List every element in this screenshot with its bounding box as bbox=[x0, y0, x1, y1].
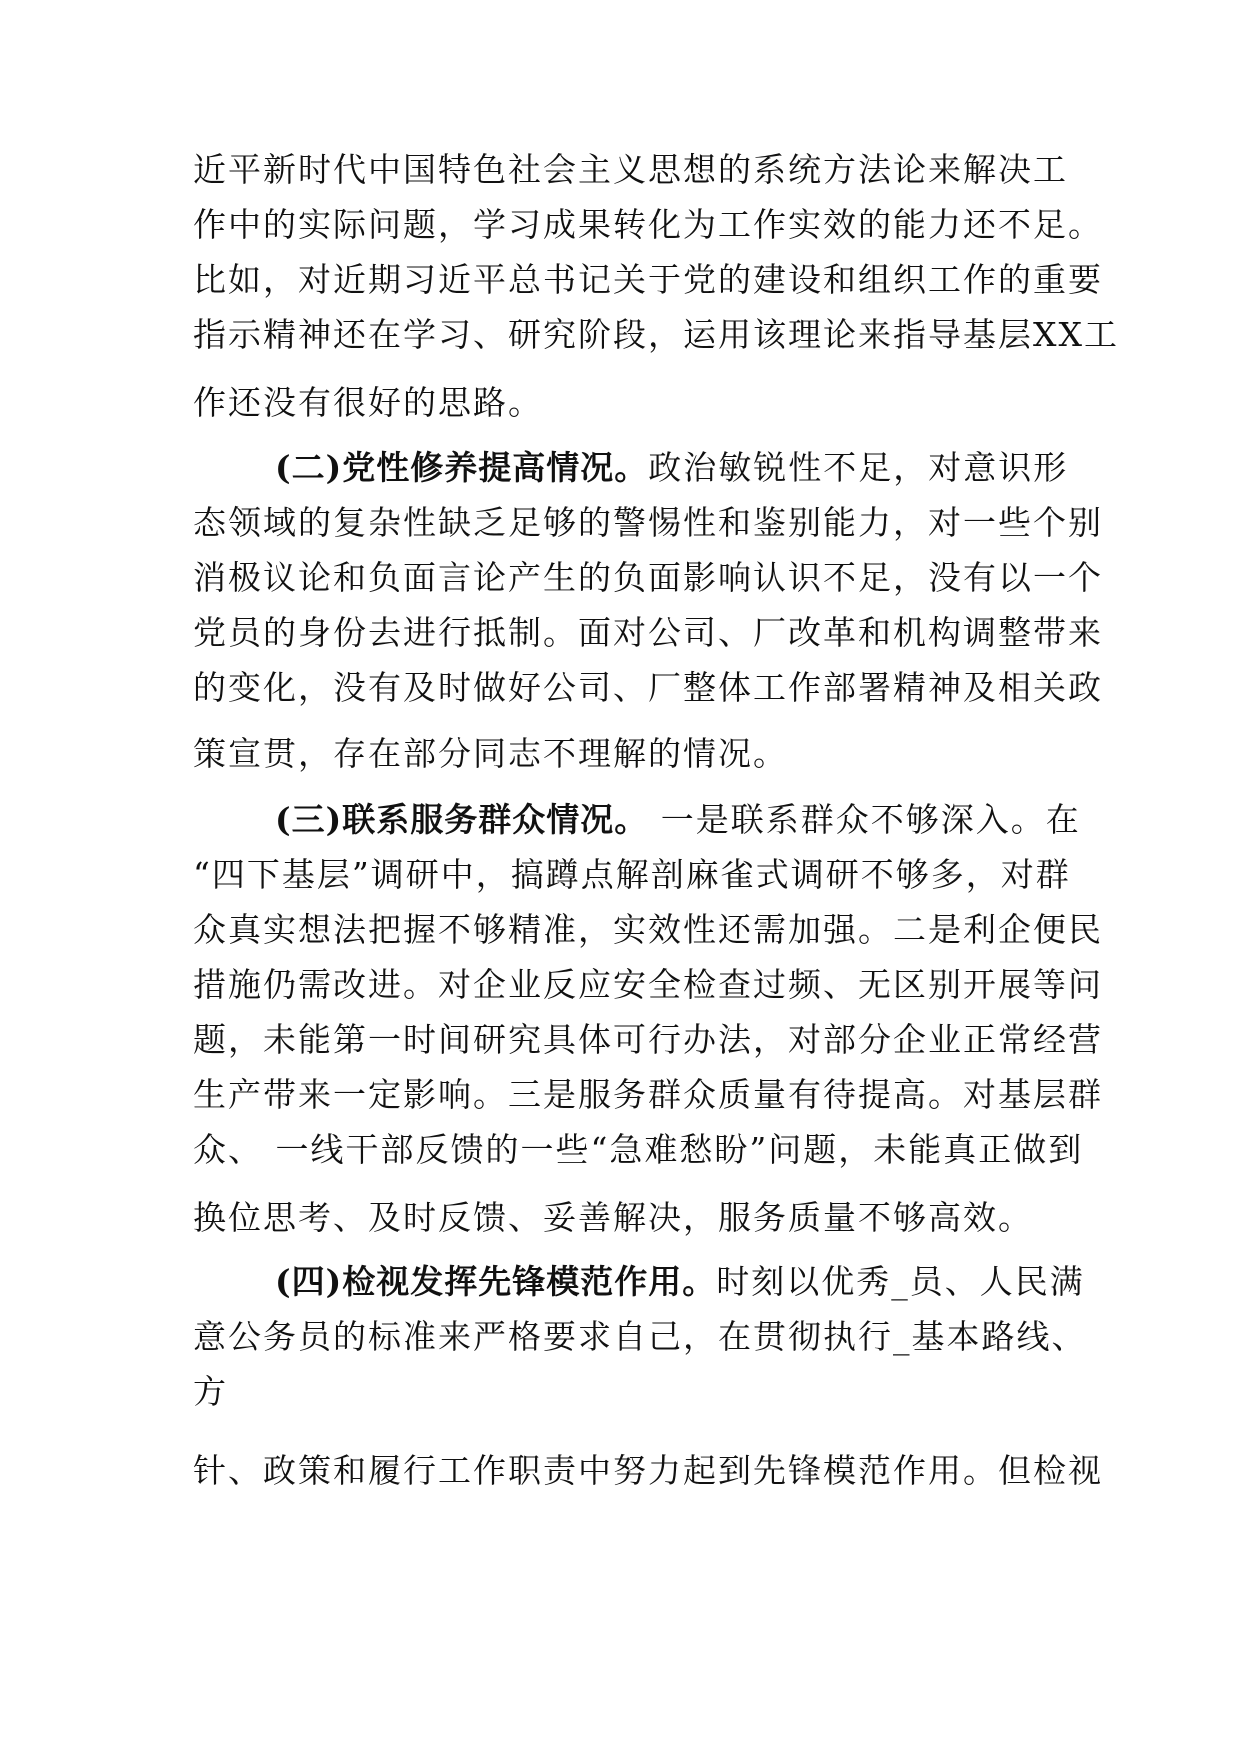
section-title: (二)党性修养提高情况。 bbox=[275, 448, 649, 487]
section-text: 一是联系群众不够深入。在 bbox=[648, 800, 1081, 839]
body-line: 指示精神还在学习、研究阶段，运用该理论来指导基层XX工 bbox=[193, 315, 1119, 354]
body-line: 作中的实际问题，学习成果转化为工作实效的能力还不足。 bbox=[193, 205, 1103, 244]
section-text: 时刻以优秀_员、人民满 bbox=[716, 1262, 1085, 1301]
body-line: 生产带来一定影响。三是服务群众质量有待提高。对基层群 bbox=[193, 1075, 1103, 1114]
body-line: 近平新时代中国特色社会主义思想的系统方法论来解决工 bbox=[193, 150, 1068, 189]
body-line: 意公务员的标准来严格要求自己，在贯彻执行_基本路线、 bbox=[193, 1317, 1087, 1356]
body-line: 策宣贯，存在部分同志不理解的情况。 bbox=[193, 734, 788, 773]
body-line: 方 bbox=[193, 1372, 228, 1411]
section-text: 政治敏锐性不足，对意识形 bbox=[648, 448, 1069, 487]
body-line: 的变化，没有及时做好公司、厂整体工作部署精神及相关政 bbox=[193, 668, 1103, 707]
section-heading-4 bbox=[275, 1262, 1085, 1302]
body-line: “四下基层”调研中，搞蹲点解剖麻雀式调研不够多，对群 bbox=[193, 855, 1071, 894]
body-line: 针、政策和履行工作职责中努力起到先锋模范作用。但检视 bbox=[193, 1451, 1103, 1490]
body-line: 措施仍需改进。对企业反应安全检查过频、无区别开展等问 bbox=[193, 965, 1103, 1004]
section-title: (三)联系服务群众情况。 bbox=[275, 800, 649, 839]
body-line: 态领域的复杂性缺乏足够的警惕性和鉴别能力，对一些个别 bbox=[193, 503, 1103, 542]
body-line: 党员的身份去进行抵制。面对公司、厂改革和机构调整带来 bbox=[193, 613, 1103, 652]
body-line: 换位思考、及时反馈、妥善解决，服务质量不够高效。 bbox=[193, 1198, 1033, 1237]
body-line: 消极议论和负面言论产生的负面影响认识不足，没有以一个 bbox=[193, 558, 1103, 597]
body-line: 众、 一线干部反馈的一些“急难愁盼”问题，未能真正做到 bbox=[193, 1130, 1084, 1169]
section-heading-2 bbox=[275, 448, 1069, 488]
section-heading-3 bbox=[275, 800, 1081, 840]
body-line: 题，未能第一时间研究具体可行办法，对部分企业正常经营 bbox=[193, 1020, 1103, 1059]
body-line: 比如，对近期习近平总书记关于党的建设和组织工作的重要 bbox=[193, 260, 1103, 299]
body-line: 众真实想法把握不够精准，实效性还需加强。二是利企便民 bbox=[193, 910, 1103, 949]
section-title: (四)检视发挥先锋模范作用。 bbox=[275, 1262, 717, 1301]
body-line: 作还没有很好的思路。 bbox=[193, 383, 543, 422]
